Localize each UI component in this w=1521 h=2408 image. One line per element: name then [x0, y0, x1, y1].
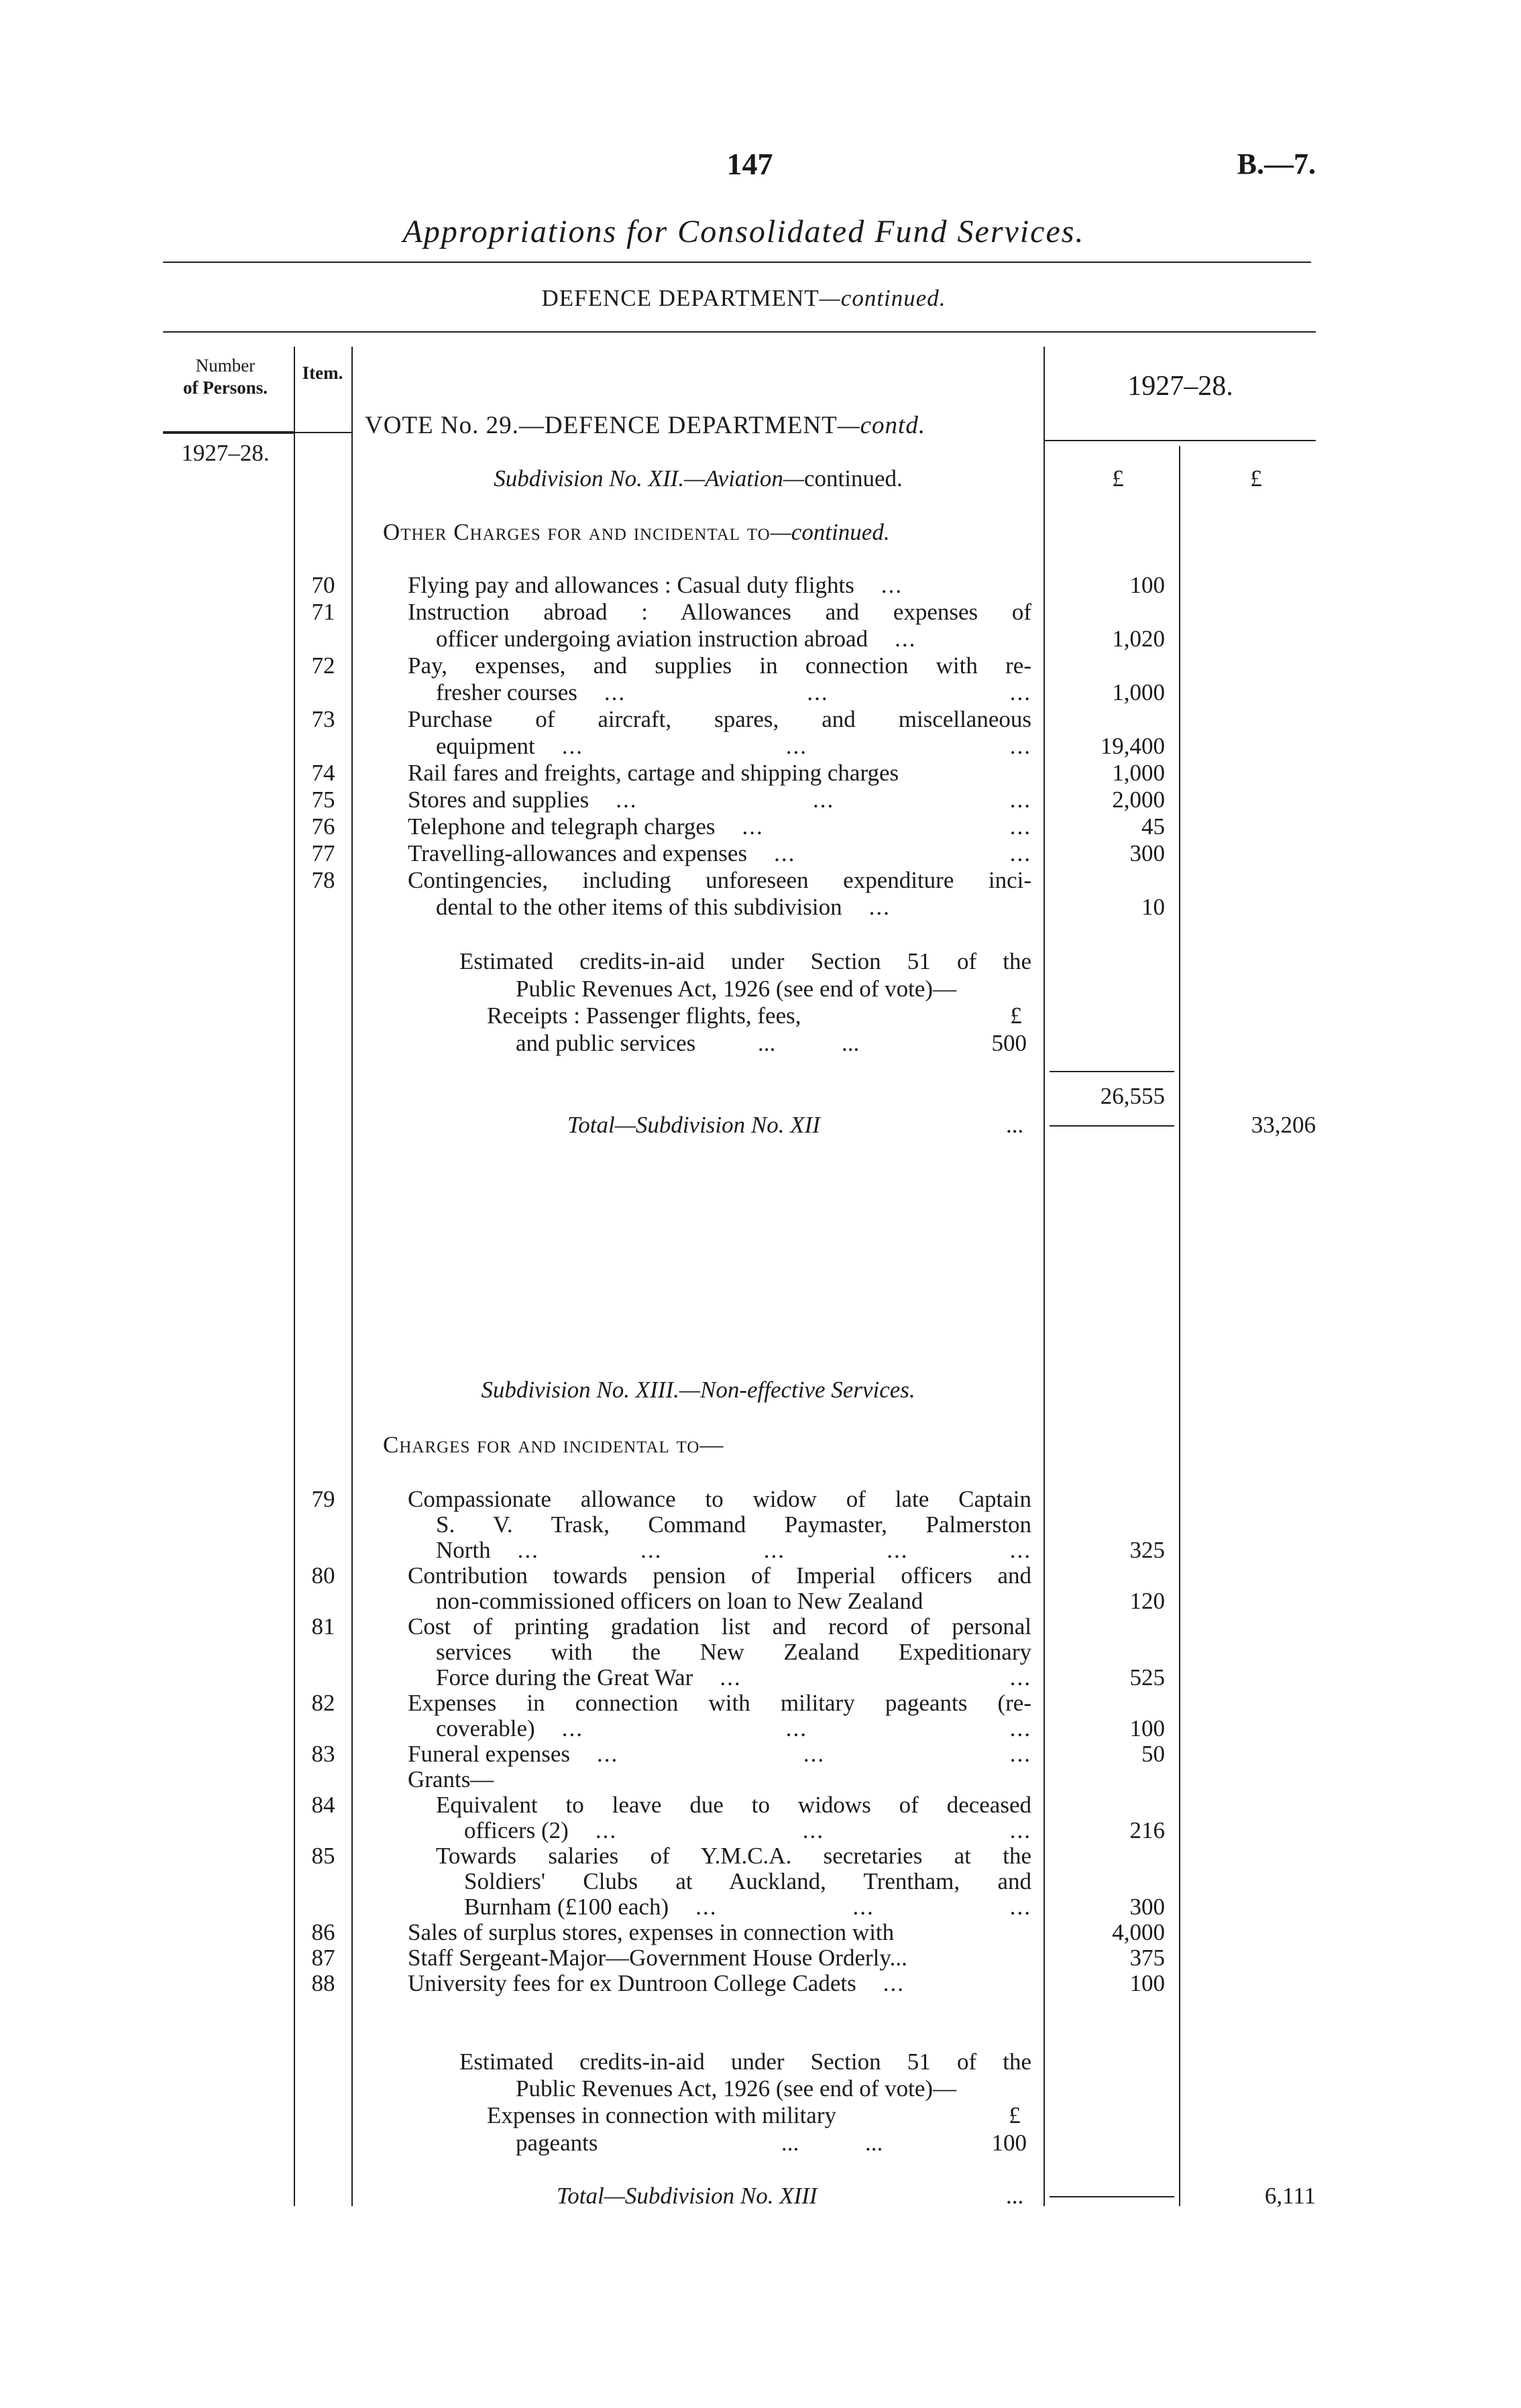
- item-number: 76: [311, 813, 335, 840]
- item-description-line: [464, 1868, 1031, 1895]
- vote-heading: [365, 412, 925, 439]
- item-description-line: [408, 787, 1031, 813]
- item-number: 86: [311, 1919, 335, 1945]
- table-top-rule: [163, 331, 1316, 333]
- subdivision-xiii-heading: Subdivision No. XIII.—Non-effective Services.: [481, 1377, 915, 1403]
- item-amount: 216: [1129, 1817, 1165, 1843]
- dot-leader: ... ... ...: [616, 787, 1031, 813]
- sub13-credits-line3: Expenses in connection with military: [487, 2102, 837, 2128]
- item-amount: 100: [1129, 1970, 1165, 1996]
- dot-leader: ... ... ...: [695, 1894, 1031, 1920]
- charges-heading-text: Other Charges for and incidental to: [383, 519, 771, 545]
- description-text: Staff Sergeant-Major—Government House Orderly...: [408, 1945, 907, 1971]
- item-amount: 300: [1129, 1894, 1165, 1920]
- item-amount: 2,000: [1112, 787, 1165, 813]
- dot-leader: ... ... ...: [561, 1715, 1031, 1741]
- dot-leader: ... ...: [720, 1664, 1031, 1690]
- dot-leader: ... ...: [774, 840, 1031, 866]
- item-amount: 1,020: [1112, 626, 1165, 652]
- item-description-line: [436, 1715, 1031, 1742]
- description-text: Instruction abroad : Allowances and expenses of: [408, 599, 1031, 625]
- item-amount: 100: [1129, 572, 1165, 598]
- item-description-line: [436, 679, 1031, 706]
- description-text: Stores and supplies: [408, 787, 589, 813]
- dot-leader: ... ... ...: [595, 1817, 1031, 1843]
- description-text: fresher courses: [436, 679, 577, 705]
- item-number: 70: [311, 572, 335, 598]
- item-description-line: [436, 733, 1031, 760]
- item-description-line: [408, 1766, 1031, 1793]
- sub13-total-label: Total—Subdivision No. XIII: [557, 2183, 818, 2209]
- sub13-total: 6,111: [1264, 2183, 1316, 2209]
- description-text: Funeral expenses: [408, 1741, 571, 1767]
- description-text: North: [436, 1537, 491, 1563]
- sub13-total-rule: [1050, 2196, 1174, 2197]
- item-number: 83: [311, 1741, 335, 1767]
- dot-leader: ...: [881, 572, 903, 598]
- dot-leader: ... ... ...: [597, 1741, 1031, 1767]
- dot-leader: ...: [883, 1970, 905, 1996]
- description-text: Purchase of aircraft, spares, and miscellaneous: [408, 706, 1031, 732]
- item-amount: 19,400: [1100, 733, 1165, 759]
- item-description-line: [464, 1894, 1031, 1920]
- sub12-credits-dots: ... ...: [758, 1030, 860, 1056]
- dot-leader: ... ... ... ... ...: [517, 1537, 1031, 1563]
- column-divider-item: [351, 347, 353, 2206]
- item-amount: 375: [1129, 1945, 1165, 1971]
- description-text: Force during the Great War: [436, 1664, 693, 1690]
- sub13-credits-amount: 100: [991, 2130, 1027, 2156]
- item-description-line: [436, 1537, 1031, 1564]
- item-description-line: [408, 706, 1031, 733]
- item-header: Item.: [302, 363, 343, 383]
- item-amount: 120: [1129, 1588, 1165, 1614]
- item-description-line: [436, 626, 1031, 652]
- dot-leader: ...: [895, 626, 917, 652]
- sub12-credits-amount: 500: [991, 1030, 1027, 1056]
- item-number: 84: [311, 1792, 335, 1818]
- description-text: officer undergoing aviation instruction abroad: [436, 626, 868, 652]
- item-header-rule: [295, 432, 351, 433]
- description-text: Pay, expenses, and supplies in connection with re-: [408, 652, 1031, 679]
- page-number: 147: [726, 147, 773, 181]
- sub12-total-rule: [1050, 1125, 1174, 1127]
- item-number: 79: [311, 1486, 335, 1512]
- vote-title: VOTE No. 29.—DEFENCE DEPARTMENT: [365, 412, 838, 439]
- item-number: 82: [311, 1690, 335, 1716]
- year-header-right: 1927–28.: [1127, 371, 1233, 402]
- sub13-charges-heading: Charges for and incidental to—: [383, 1432, 724, 1458]
- column-divider-amount: [1179, 446, 1180, 2206]
- pound-sign-total: £: [1250, 465, 1262, 492]
- description-text: non-commissioned officers on loan to New Zealand: [436, 1588, 923, 1614]
- description-text: Contingencies, including unforeseen expenditure inci-: [408, 867, 1031, 893]
- subdivision-xii-heading: [494, 465, 903, 492]
- description-text: equipment: [436, 733, 535, 759]
- item-number: 85: [311, 1843, 335, 1869]
- description-text: Burnham (£100 each): [464, 1894, 669, 1920]
- item-number: 77: [311, 840, 335, 866]
- item-description-line: [408, 1919, 1031, 1946]
- item-number: 75: [311, 787, 335, 813]
- description-text: Cost of printing gradation list and record of personal: [408, 1613, 1031, 1640]
- item-amount: 100: [1129, 1715, 1165, 1741]
- description-text: coverable): [436, 1715, 535, 1741]
- description-text: Soldiers' Clubs at Auckland, Trentham, and: [464, 1868, 1031, 1894]
- sub12-credits-line1: Estimated credits-in-aid under Section 51 of the: [459, 948, 1031, 974]
- year-header-rule: [1045, 440, 1316, 441]
- item-description-line: [408, 572, 1031, 599]
- item-description-line: [436, 894, 1031, 921]
- description-text: officers (2): [464, 1817, 569, 1843]
- description-text: Telephone and telegraph charges: [408, 813, 716, 840]
- title-rule: [163, 262, 1311, 263]
- sub12-total: 33,206: [1251, 1112, 1316, 1138]
- description-text: Rail fares and freights, cartage and shipping charges: [408, 760, 899, 786]
- dot-leader: ... ... ...: [604, 679, 1031, 705]
- description-text: Expenses in connection with military pageants (re-: [408, 1690, 1031, 1716]
- sub13-credits-pound: £: [1009, 2102, 1021, 2128]
- sub12-credits-pound: £: [1010, 1002, 1022, 1029]
- item-description-line: [408, 1970, 1031, 1997]
- item-description-line: [408, 599, 1031, 626]
- description-text: services with the New Zealand Expeditionary: [436, 1639, 1031, 1665]
- sub12-total-dots: ...: [1006, 1112, 1024, 1138]
- vote-suffix: —contd.: [837, 412, 926, 439]
- item-description-line: [436, 1588, 1031, 1615]
- column-divider-description: [1044, 347, 1045, 2206]
- item-number: 72: [311, 652, 335, 679]
- item-amount: 45: [1141, 813, 1165, 840]
- item-amount: 1,000: [1112, 679, 1165, 705]
- item-description-line: [408, 1690, 1031, 1717]
- sub13-total-dots: ...: [1006, 2183, 1024, 2209]
- description-text: Flying pay and allowances : Casual duty flights: [408, 572, 854, 598]
- description-text: S. V. Trask, Command Paymaster, Palmerston: [436, 1511, 1031, 1538]
- item-description-line: [408, 867, 1031, 894]
- department-suffix: —continued.: [819, 285, 946, 311]
- dot-leader: ... ...: [742, 813, 1031, 840]
- item-description-line: [408, 1741, 1031, 1768]
- page-title: Appropriations for Consolidated Fund Services.: [402, 214, 1085, 249]
- item-description-line: [408, 1613, 1031, 1640]
- sub12-credits-line4: and public services: [516, 1030, 696, 1056]
- item-description-line: [408, 760, 1031, 787]
- item-number: 88: [311, 1970, 335, 1996]
- document-reference: B.—7.: [1237, 148, 1316, 180]
- sub13-credits-line4: pageants: [516, 2130, 598, 2156]
- column-divider-persons: [294, 347, 295, 2206]
- sub12-credits-line2: Public Revenues Act, 1926 (see end of vote)—: [516, 976, 957, 1002]
- description-text: University fees for ex Duntroon College Cadets: [408, 1970, 856, 1996]
- sub12-credits-line3: Receipts : Passenger flights, fees,: [487, 1002, 801, 1029]
- item-description-line: [408, 1486, 1031, 1513]
- persons-header-line2: of Persons.: [183, 378, 268, 398]
- charges-heading-suffix: —continued.: [770, 519, 890, 545]
- item-amount: 325: [1129, 1537, 1165, 1563]
- item-amount: 1,000: [1112, 760, 1165, 786]
- description-text: Compassionate allowance to widow of late Captain: [408, 1486, 1031, 1512]
- description-text: Towards salaries of Y.M.C.A. secretaries at the: [436, 1843, 1031, 1869]
- subdivision-xii-title: Subdivision No. XII.—Aviation—: [494, 465, 804, 492]
- item-description-line: [436, 1843, 1031, 1870]
- description-text: Equivalent to leave due to widows of deceased: [436, 1792, 1031, 1818]
- item-description-line: [408, 813, 1031, 840]
- item-description-line: [436, 1792, 1031, 1819]
- item-number: 71: [311, 599, 335, 625]
- description-text: dental to the other items of this subdivision: [436, 894, 842, 920]
- item-description-line: [436, 1664, 1031, 1691]
- year-header-left: 1927–28.: [181, 440, 270, 466]
- item-amount: 10: [1141, 894, 1165, 920]
- persons-header-line1: Number: [195, 355, 256, 376]
- item-amount: 50: [1141, 1741, 1165, 1767]
- persons-header-rule: [163, 431, 294, 434]
- item-number: 80: [311, 1562, 335, 1589]
- item-number: 73: [311, 706, 335, 732]
- description-text: Grants—: [408, 1766, 494, 1792]
- item-description-line: [408, 652, 1031, 679]
- subdivision-xii-continued: continued.: [803, 465, 903, 492]
- sub12-total-label: Total—Subdivision No. XII: [567, 1112, 820, 1138]
- item-amount: 300: [1129, 840, 1165, 866]
- item-number: 81: [311, 1613, 335, 1640]
- description-text: Sales of surplus stores, expenses in connection with: [408, 1919, 895, 1945]
- sub12-subtotal: 26,555: [1100, 1083, 1165, 1109]
- item-number: 74: [311, 760, 335, 786]
- item-amount: 4,000: [1112, 1919, 1165, 1945]
- item-description-line: [464, 1817, 1031, 1844]
- item-description-line: [408, 1945, 1031, 1971]
- item-description-line: [436, 1511, 1031, 1538]
- description-text: Contribution towards pension of Imperial officers and: [408, 1562, 1031, 1589]
- pound-sign-amount: £: [1112, 465, 1124, 492]
- sub13-credits-line1: Estimated credits-in-aid under Section 51 of the: [459, 2049, 1031, 2075]
- item-description-line: [408, 840, 1031, 867]
- description-text: Travelling-allowances and expenses: [408, 840, 748, 866]
- sub12-charges-heading: [383, 519, 890, 546]
- dot-leader: ... ... ...: [561, 733, 1031, 759]
- item-description-line: [436, 1639, 1031, 1666]
- sub13-credits-line2: Public Revenues Act, 1926 (see end of vote)—: [516, 2075, 957, 2102]
- dot-leader: ...: [868, 894, 891, 920]
- sub13-credits-dots: ... ...: [781, 2130, 883, 2156]
- item-number: 78: [311, 867, 335, 893]
- item-description-line: [408, 1562, 1031, 1589]
- department-name: DEFENCE DEPARTMENT: [541, 285, 820, 311]
- department-heading: [541, 285, 946, 312]
- item-number: 87: [311, 1945, 335, 1971]
- sub12-sum-rule: [1050, 1071, 1174, 1072]
- item-amount: 525: [1129, 1664, 1165, 1690]
